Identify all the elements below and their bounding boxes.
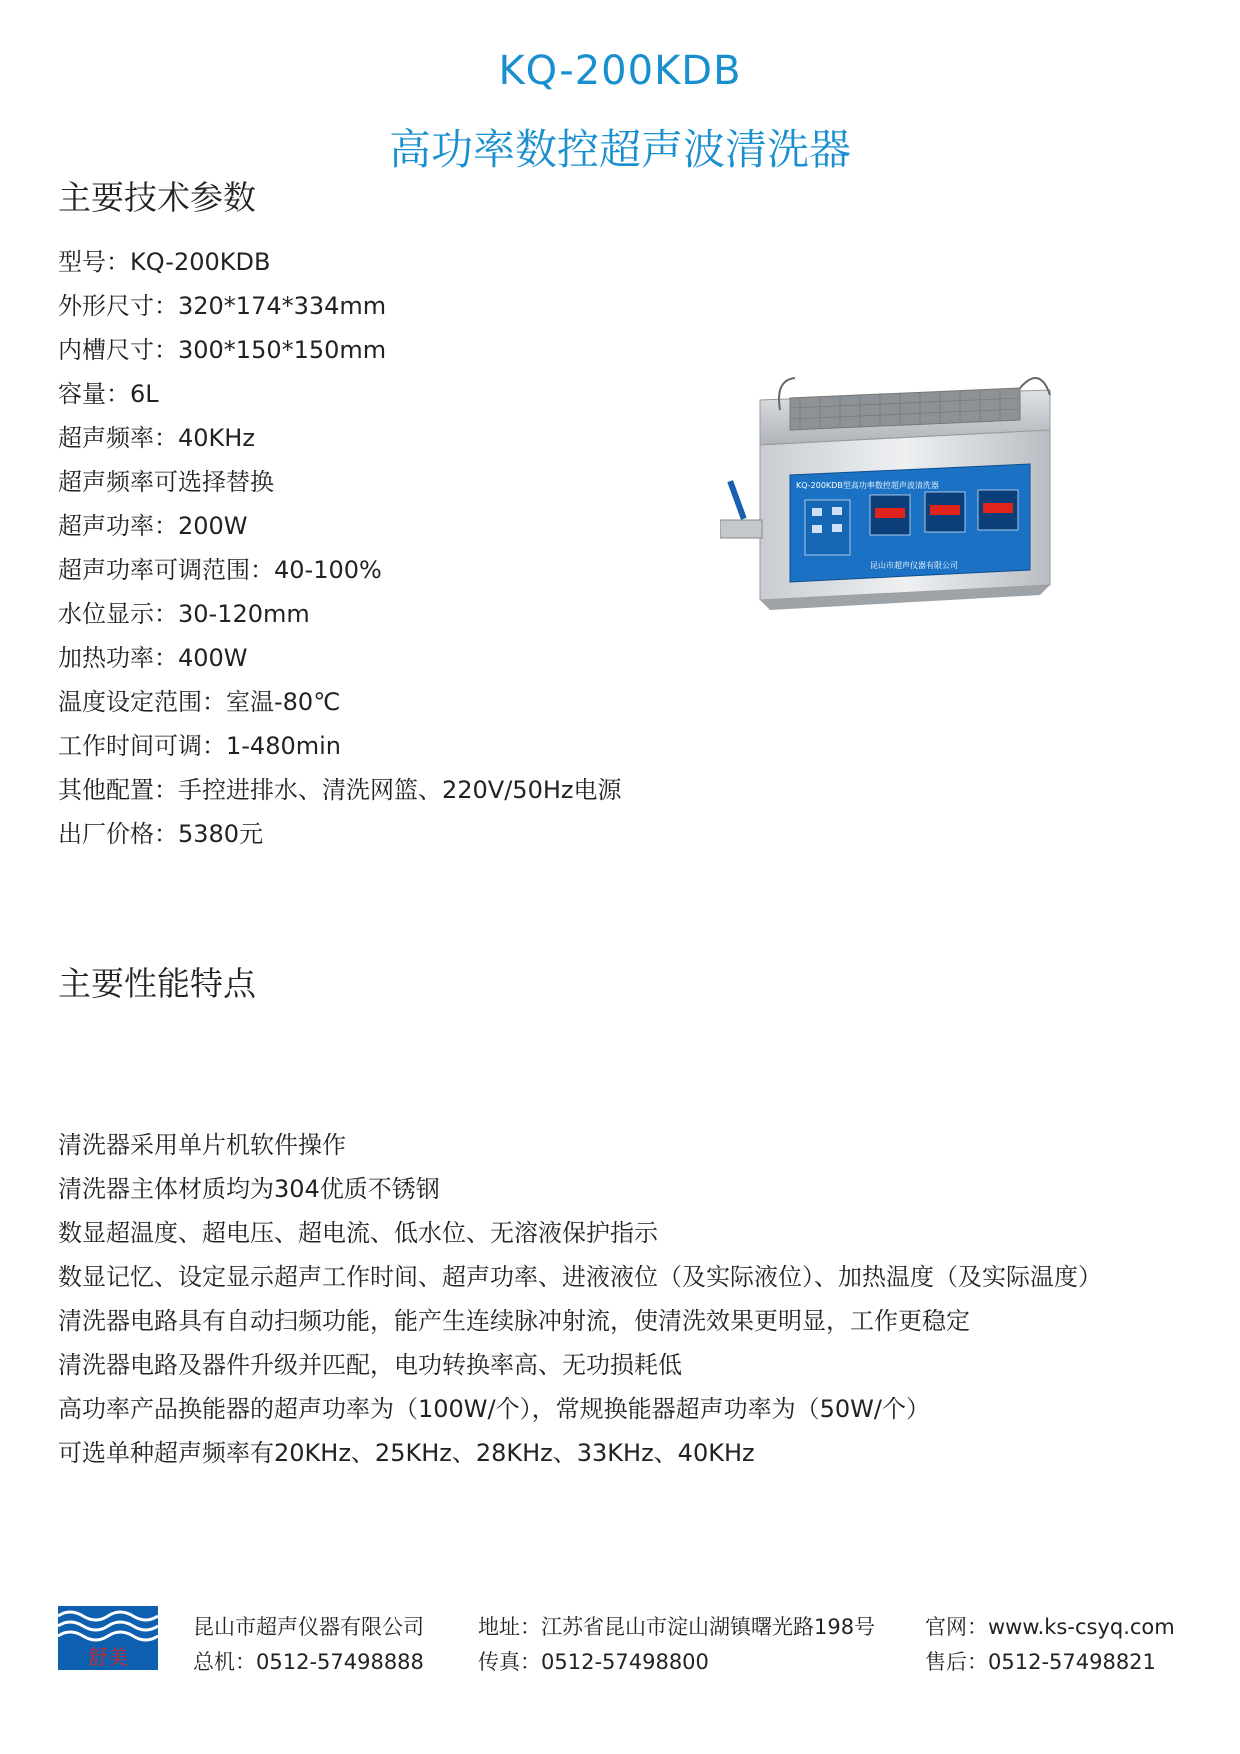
footer-contact-col	[925, 1610, 1175, 1680]
feature-item: 清洗器电路及器件升级并匹配，电功转换率高、无功损耗低	[58, 1351, 682, 1379]
feature-item: 清洗器电路具有自动扫频功能，能产生连续脉冲射流，使清洗效果更明显，工作更稳定	[58, 1307, 970, 1335]
spec-item: 其他配置：手控进排水、清洗网篮、220V/50Hz电源	[58, 776, 622, 804]
spec-item: 水位显示：30-120mm	[58, 600, 310, 628]
footer-website[interactable]: 官网：www.ks-csyq.com	[925, 1615, 1175, 1639]
spec-item: 外形尺寸：320*174*334mm	[58, 292, 387, 320]
spec-item: 容量：6L	[58, 380, 159, 408]
spec-item: 超声频率：40KHz	[58, 424, 255, 452]
panel-title: KQ-200KDB型高功率数控超声波清洗器	[796, 481, 939, 490]
spec-list	[58, 240, 622, 856]
spec-item: 型号：KQ-200KDB	[58, 248, 271, 276]
valve-handle	[727, 480, 746, 520]
logo-text: 舒美	[88, 1645, 128, 1669]
feature-item: 高功率产品换能器的超声功率为（100W/个），常规换能器超声功率为（50W/个）	[58, 1395, 930, 1423]
time-display	[875, 508, 905, 518]
footer-service: 售后：0512-57498821	[925, 1650, 1156, 1674]
spec-item: 超声功率可调范围：40-100%	[58, 556, 382, 584]
spec-item: 超声频率可选择替换	[58, 468, 274, 496]
power-display	[983, 503, 1013, 513]
spec-item: 温度设定范围：室温-80℃	[58, 688, 341, 716]
company-logo	[58, 1606, 158, 1670]
spec-item: 出厂价格：5380元	[58, 820, 264, 848]
feature-item: 清洗器主体材质均为304优质不锈钢	[58, 1175, 440, 1203]
spec-item: 内槽尺寸：300*150*150mm	[58, 336, 387, 364]
product-title: 高功率数控超声波清洗器	[388, 125, 851, 174]
feature-item: 数显记忆、设定显示超声工作时间、超声功率、进液液位（及实际液位）、加热温度（及实际温度）	[58, 1263, 1102, 1291]
spec-item: 超声功率：200W	[58, 512, 248, 540]
logo-waves-icon	[58, 1606, 158, 1670]
panel-company: 昆山市超声仪器有限公司	[870, 561, 958, 570]
ultrasonic-cleaner-image	[720, 370, 1080, 670]
footer-company: 昆山市超声仪器有限公司	[193, 1615, 424, 1639]
specs-heading: 主要技术参数	[58, 178, 256, 217]
features-heading: 主要性能特点	[58, 964, 256, 1003]
feature-item: 清洗器采用单片机软件操作	[58, 1131, 346, 1159]
footer-phone: 总机：0512-57498888	[193, 1650, 424, 1674]
footer-address-col	[478, 1610, 875, 1680]
feature-list	[58, 1123, 1102, 1475]
spec-item: 加热功率：400W	[58, 644, 248, 672]
feature-item: 可选单种超声频率有20KHz、25KHz、28KHz、33KHz、40KHz	[58, 1439, 755, 1467]
spec-item: 工作时间可调：1-480min	[58, 732, 341, 760]
footer-company-col	[193, 1610, 424, 1680]
feature-item: 数显超温度、超电压、超电流、低水位、无溶液保护指示	[58, 1219, 658, 1247]
temperature-display	[930, 505, 960, 515]
footer-address: 地址：江苏省昆山市淀山湖镇曙光路198号	[478, 1615, 876, 1639]
drain-valve	[720, 520, 762, 538]
footer-fax: 传真：0512-57498800	[478, 1650, 709, 1674]
model-title: KQ-200KDB	[498, 48, 742, 94]
